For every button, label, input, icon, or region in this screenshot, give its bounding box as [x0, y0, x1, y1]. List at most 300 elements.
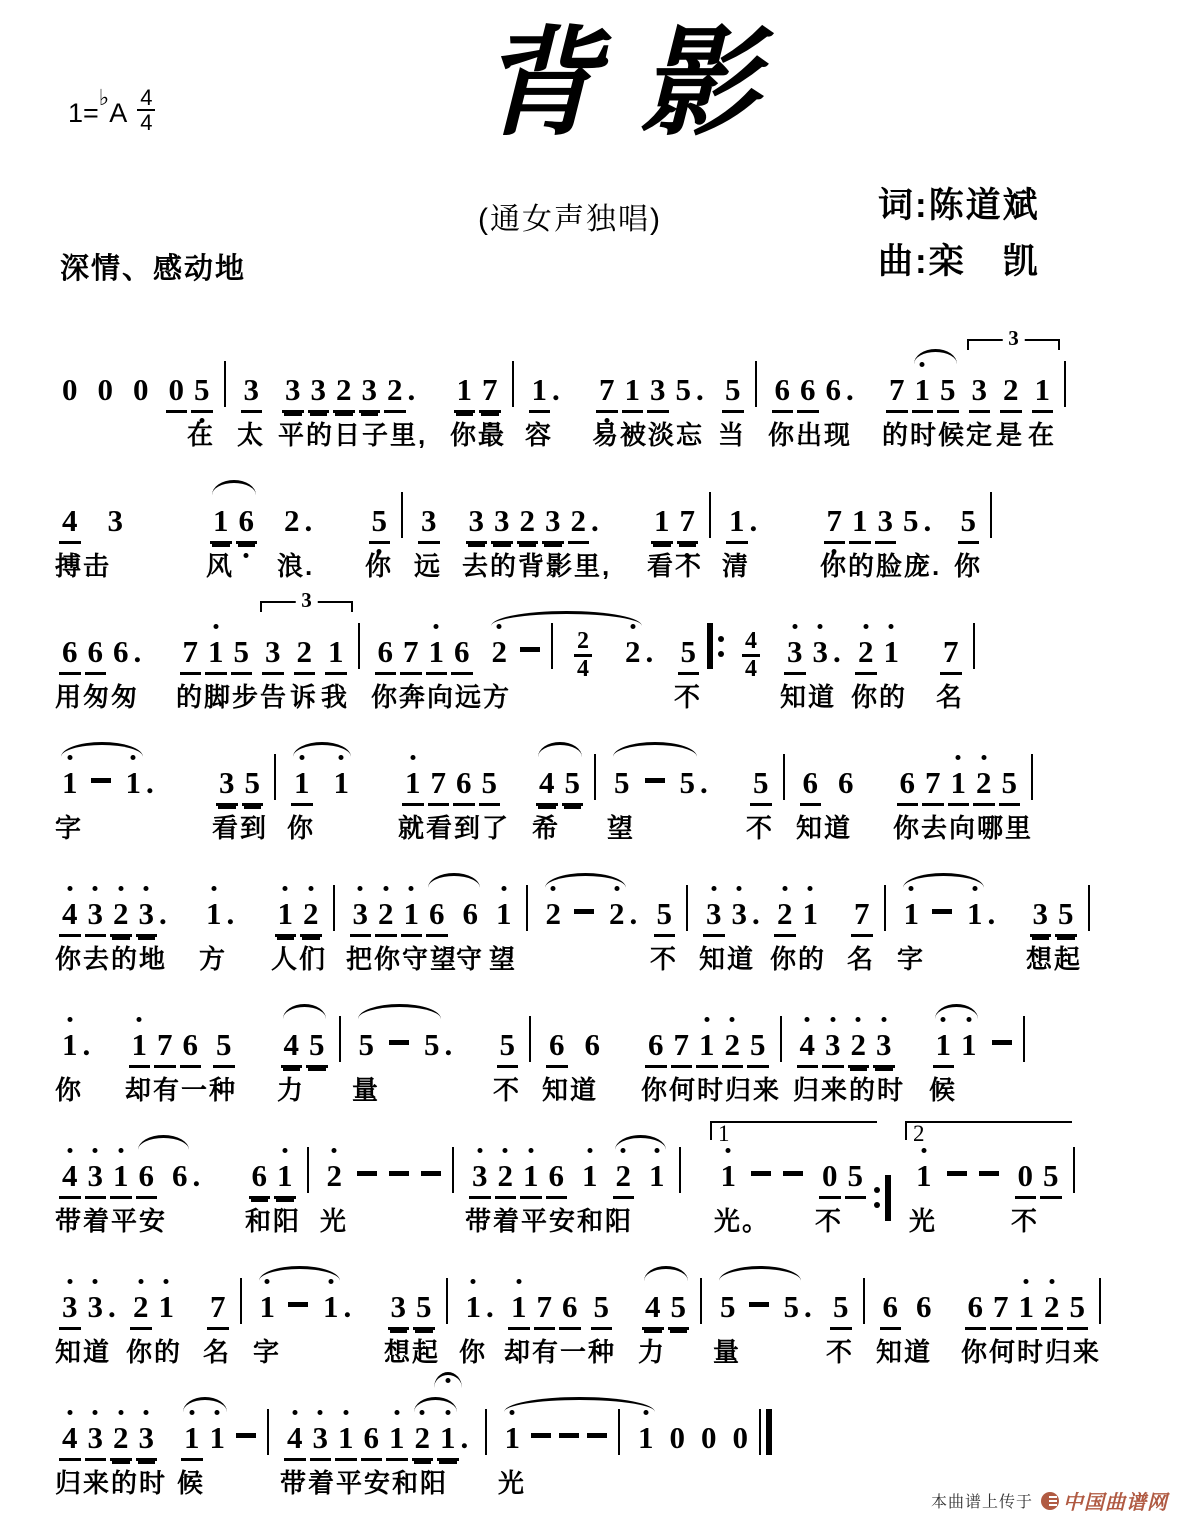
note-7: 7	[207, 1287, 229, 1330]
octave-dot-above-icon	[830, 1017, 835, 1022]
augmentation-dot: .	[629, 896, 638, 931]
note-2: 2	[606, 894, 628, 934]
note-5: 5	[1055, 894, 1077, 937]
lyric-syllable: 望	[607, 813, 636, 843]
note-5: 5	[678, 632, 700, 675]
lyric-syllable: 太	[237, 420, 266, 450]
note-1: 1	[913, 1156, 935, 1196]
lyric-syllable: 和阳	[245, 1206, 302, 1236]
augmentation-dot: .	[159, 896, 167, 931]
note-6: 6	[113, 634, 129, 669]
octave-dot-above-icon	[889, 624, 894, 629]
slur	[644, 1266, 688, 1281]
repeat-dot	[718, 651, 724, 657]
note-3: 3	[729, 894, 751, 934]
note-1: 1	[207, 1418, 229, 1458]
octave-dot-above-icon	[434, 624, 439, 629]
note-6: 6	[772, 370, 794, 413]
octave-dot-above-icon	[856, 1017, 861, 1022]
lyric-syllable: 去的背影里,	[462, 551, 612, 581]
octave-dot-above-icon	[93, 1148, 98, 1153]
note-3: 3	[241, 370, 263, 413]
note-5: 5	[306, 1025, 328, 1068]
note-3: 3	[59, 1287, 81, 1330]
note-2: 2	[384, 370, 406, 413]
note-1: 1	[331, 763, 353, 803]
slur	[914, 349, 957, 364]
octave-dot-above-icon	[93, 1410, 98, 1415]
note-2: 2	[1000, 370, 1022, 413]
octave-dot-above-icon	[343, 1410, 348, 1415]
note-1: 1	[520, 1156, 542, 1199]
lyric-syllable: 就看到了	[398, 813, 511, 843]
note-2: 2	[855, 632, 877, 675]
augmentation-dot: .	[343, 1289, 352, 1324]
lyric-syllable: 清	[722, 551, 751, 581]
note-3: 3	[107, 503, 123, 538]
slur	[491, 611, 642, 626]
note-1: 1	[203, 894, 225, 934]
lyric-syllable: 你的脸庞.	[820, 551, 942, 581]
lyric-syllable: 远	[414, 551, 443, 581]
lyric-syllable: 风	[206, 551, 235, 581]
slur	[61, 742, 143, 757]
lyrics-row	[55, 407, 1165, 456]
lyric-syllable: 字	[253, 1337, 282, 1367]
note-4: 4	[59, 894, 81, 937]
note-5: 5	[231, 632, 253, 675]
note-5: 5	[1040, 1156, 1062, 1199]
volta-bracket	[710, 1121, 877, 1146]
note-1: 1	[426, 632, 448, 675]
note-1: 1	[110, 1156, 132, 1199]
note-6: 6	[462, 896, 478, 931]
lyric-syllable: 你	[954, 551, 983, 581]
note-2: 2	[294, 632, 316, 675]
augmentation-dot: .	[591, 503, 599, 538]
site-logo-icon	[1041, 1492, 1059, 1510]
note-1: 1	[463, 1287, 485, 1327]
time-sig-denominator: 4	[577, 656, 589, 682]
lyric-syllable: 归来的时	[55, 1468, 168, 1498]
augmentation-dot: .	[749, 503, 758, 538]
lyric-syllable: 知道	[780, 682, 837, 712]
slur	[615, 1135, 666, 1150]
lyric-syllable: 你	[459, 1337, 488, 1367]
bar-line	[618, 1409, 620, 1455]
augmentation-dot: .	[923, 503, 932, 538]
note-2: 2	[333, 370, 355, 413]
note-7: 7	[990, 1287, 1012, 1330]
bar-line	[452, 1147, 454, 1193]
lyric-syllable: 知道	[796, 813, 853, 843]
final-barline	[759, 1409, 772, 1455]
note-3: 3	[308, 370, 330, 413]
lyric-syllable: 不	[746, 813, 775, 843]
flat-sign: ♭	[98, 84, 110, 110]
notation-row	[55, 456, 1165, 538]
octave-dot-above-icon	[118, 1148, 123, 1153]
octave-dot-above-icon	[292, 1410, 297, 1415]
octave-dot-above-icon	[471, 1279, 476, 1284]
volta-number: 2	[913, 1121, 925, 1146]
notation-row	[55, 1111, 1165, 1193]
note-1: 1	[156, 1287, 178, 1327]
augmentation-dot: .	[752, 896, 760, 931]
note-1: 1	[958, 1025, 980, 1065]
note-6: 6	[797, 370, 819, 413]
rest-0: 0	[166, 370, 188, 413]
note-5: 5	[845, 1156, 867, 1199]
octave-dot-above-icon	[792, 624, 797, 629]
lyric-syllable: 的脚步告	[176, 682, 289, 712]
note-1: 1	[1032, 370, 1054, 413]
note-5: 5	[903, 503, 919, 538]
tuplet-number: 3	[1002, 327, 1025, 349]
note-5: 5	[958, 501, 980, 544]
duration-dash	[645, 778, 665, 783]
note-6: 6	[880, 1287, 902, 1330]
meter-numerator: 4	[137, 86, 155, 111]
thick-bar	[707, 623, 713, 669]
slur	[283, 1004, 326, 1019]
octave-dot-above-icon	[383, 886, 388, 891]
note-3: 3	[647, 370, 669, 413]
lyricist-credit: 词:陈道斌	[878, 186, 1040, 225]
note-3: 3	[388, 1287, 410, 1330]
lyric-syllable: 知道	[876, 1337, 933, 1367]
note-1: 1	[964, 894, 986, 934]
lyric-syllable: 你的	[851, 682, 908, 712]
note-1: 1	[335, 1418, 357, 1461]
note-6: 6	[546, 1156, 568, 1199]
note-3: 3	[822, 1025, 844, 1068]
upload-note: 本曲谱上传于	[930, 1494, 1033, 1511]
octave-dot-above-icon	[516, 1279, 521, 1284]
lyrics-row	[55, 800, 1165, 849]
note-5: 5	[614, 765, 630, 800]
lyric-syllable: 诉	[290, 682, 319, 712]
slur	[183, 1397, 227, 1412]
lyric-syllable: 量	[713, 1337, 742, 1367]
octave-dot-above-icon	[394, 1410, 399, 1415]
rest-0: 0	[819, 1156, 841, 1199]
site-name: 中国曲谱网	[1063, 1492, 1168, 1514]
score-body	[55, 325, 1165, 1504]
note-3: 3	[85, 1418, 107, 1461]
bar-line	[526, 885, 528, 931]
note-6: 6	[559, 1287, 581, 1330]
note-2: 2	[622, 632, 644, 672]
octave-dot-above-icon	[808, 886, 813, 891]
lyric-syllable: 我	[321, 682, 350, 712]
repeat-dot	[718, 636, 724, 642]
lyric-syllable: 的时候定	[882, 420, 995, 450]
note-6: 6	[897, 763, 919, 806]
lyric-syllable: 带着平安和阳	[280, 1468, 449, 1498]
augmentation-dot: .	[226, 896, 235, 931]
bar-line	[1073, 1147, 1075, 1193]
bar-line	[990, 492, 992, 538]
lyric-syllable: 当	[718, 420, 747, 450]
bar-line	[594, 754, 596, 800]
note-5: 5	[675, 372, 691, 407]
note-7: 7	[851, 894, 873, 937]
note-1: 1	[651, 501, 673, 544]
bar-line	[1088, 885, 1090, 931]
notation-row	[55, 849, 1165, 931]
slur	[358, 1004, 441, 1019]
note-6: 6	[375, 632, 397, 675]
bar-line	[863, 1278, 865, 1324]
note-5: 5	[747, 1025, 769, 1068]
lyric-syllable: 在	[1028, 420, 1057, 450]
lyric-syllable: 易被淡忘	[592, 420, 705, 450]
note-1: 1	[508, 1287, 530, 1330]
octave-dot-above-icon	[956, 755, 961, 760]
lyric-syllable: 带着平安和阳	[465, 1206, 634, 1236]
note-1: 1	[320, 1287, 342, 1327]
augmentation-dot: .	[133, 634, 142, 669]
augmentation-dot: .	[192, 1158, 201, 1193]
note-6: 6	[916, 1289, 932, 1324]
note-4: 4	[59, 1156, 81, 1199]
note-7: 7	[479, 370, 501, 413]
note-6: 6	[361, 1418, 383, 1461]
thick-bar	[766, 1409, 772, 1455]
slur	[504, 1397, 655, 1412]
note-7: 7	[534, 1287, 556, 1330]
lyric-syllable: 光	[320, 1206, 349, 1236]
lyric-syllable: 名	[203, 1337, 232, 1367]
note-1: 1	[849, 501, 871, 544]
note-5: 5	[413, 1287, 435, 1330]
bar-line	[1023, 1016, 1025, 1062]
volta-bracket	[905, 1121, 1072, 1146]
slur	[935, 1004, 978, 1019]
rest-0: 0	[669, 1420, 685, 1455]
lyric-syllable: 光。	[714, 1206, 771, 1236]
rest-0: 0	[97, 372, 113, 407]
note-3: 3	[262, 632, 284, 675]
augmentation-dot: .	[486, 1289, 494, 1324]
augmentation-dot: .	[804, 1289, 812, 1324]
octave-dot-above-icon	[1024, 1279, 1029, 1284]
lyric-syllable: 你最	[450, 420, 507, 450]
note-3: 3	[873, 1025, 895, 1068]
note-1: 1	[454, 370, 476, 413]
lyric-syllable: 看到	[212, 813, 269, 843]
note-6: 6	[584, 1027, 600, 1062]
note-6: 6	[172, 1158, 188, 1193]
note-3: 3	[85, 1156, 107, 1199]
octave-dot-above-icon	[282, 1148, 287, 1153]
bar-line	[485, 1409, 487, 1455]
time-sig-numerator: 2	[574, 629, 592, 657]
note-4: 4	[59, 501, 81, 544]
note-6: 6	[965, 1287, 987, 1330]
notation-row	[55, 718, 1165, 800]
note-5: 5	[722, 370, 744, 413]
note-2: 2	[774, 894, 796, 937]
lyric-syllable: 力	[638, 1337, 667, 1367]
note-2: 2	[973, 763, 995, 806]
lyric-syllable: 容	[525, 420, 554, 450]
voice-type-label: (通女声独唱)	[478, 203, 662, 236]
lyric-syllable: 却有一种	[504, 1337, 617, 1367]
note-4: 4	[284, 1418, 306, 1461]
augmentation-dot: .	[846, 372, 854, 407]
octave-dot-above-icon	[213, 624, 218, 629]
expression-marking: 深情、感动地	[60, 253, 247, 285]
note-1: 1	[800, 894, 822, 934]
note-2: 2	[412, 1418, 434, 1461]
note-7: 7	[180, 632, 202, 675]
slur	[293, 742, 351, 757]
note-1: 1	[205, 632, 227, 675]
note-2: 2	[110, 894, 132, 937]
note-2: 2	[543, 894, 565, 934]
slur	[903, 873, 984, 888]
octave-dot-above-icon	[93, 886, 98, 891]
duration-dash	[236, 1433, 256, 1438]
octave-dot-above-icon	[881, 1017, 886, 1022]
note-2: 2	[848, 1025, 870, 1068]
note-1: 1	[123, 763, 145, 803]
octave-dot-above-icon	[137, 1017, 142, 1022]
augmentation-dot: .	[987, 896, 996, 931]
lyric-syllable: 你的	[770, 944, 827, 974]
octave-dot-above-icon	[1049, 1279, 1054, 1284]
note-5: 5	[369, 501, 391, 544]
octave-dot-above-icon	[67, 1410, 72, 1415]
note-3: 3	[418, 501, 440, 544]
note-1: 1	[493, 894, 515, 934]
note-3: 3	[469, 1156, 491, 1199]
note-1: 1	[210, 501, 232, 544]
octave-dot-above-icon	[93, 1279, 98, 1284]
lyric-syllable: 用匆匆	[55, 682, 140, 712]
duration-dash	[749, 1302, 769, 1307]
augmentation-dot: .	[304, 503, 313, 538]
note-1: 1	[275, 894, 297, 937]
note-2: 2	[324, 1156, 346, 1196]
lyrics-row	[55, 538, 1165, 587]
slur	[212, 480, 256, 495]
note-2: 2	[375, 894, 397, 937]
lyric-syllable: 你	[55, 1075, 84, 1105]
note-6: 6	[825, 372, 841, 407]
bar-line	[267, 1409, 269, 1455]
octave-dot-above-icon	[283, 886, 288, 891]
tuplet-bracket	[967, 326, 1060, 350]
note-7: 7	[886, 370, 908, 413]
octave-dot-above-icon	[67, 1148, 72, 1153]
bar-line	[755, 361, 757, 407]
note-3: 3	[136, 894, 158, 937]
note-5: 5	[679, 765, 695, 800]
note-5: 5	[783, 1289, 799, 1324]
note-4: 4	[281, 1025, 303, 1068]
note-1: 1	[274, 1156, 296, 1199]
lyric-syllable: 不	[493, 1075, 522, 1105]
octave-dot-above-icon	[704, 1017, 709, 1022]
note-2: 2	[300, 894, 322, 937]
tuplet-number: 3	[295, 589, 318, 611]
note-4: 4	[536, 763, 558, 806]
note-1: 1	[325, 632, 347, 675]
lyric-syllable: 名	[936, 682, 965, 712]
augmentation-dot: .	[833, 634, 841, 669]
time-sig-denominator: 4	[745, 656, 757, 682]
octave-dot-above-icon	[144, 886, 149, 891]
note-2: 2	[110, 1418, 132, 1461]
slur	[259, 1266, 340, 1281]
lyrics-row	[55, 931, 1165, 980]
lyric-syllable: 不	[650, 944, 679, 974]
note-6: 6	[426, 894, 448, 937]
note-1: 1	[402, 763, 424, 806]
bar-line	[512, 361, 514, 407]
augmentation-dot: .	[552, 372, 560, 407]
octave-dot-above-icon	[782, 886, 787, 891]
duration-dash	[559, 1433, 579, 1438]
site-logo	[1041, 1486, 1168, 1515]
time-sig-numerator: 4	[742, 629, 760, 657]
lyric-syllable: 看不	[647, 551, 704, 581]
notation-row	[55, 1242, 1165, 1324]
bar-line	[1031, 754, 1033, 800]
bar-line	[700, 1278, 702, 1324]
note-1: 1	[257, 1287, 279, 1327]
octave-dot-above-icon	[118, 886, 123, 891]
octave-dot-above-icon	[144, 1410, 149, 1415]
bar-line	[240, 1278, 242, 1324]
note-5: 5	[358, 1027, 374, 1062]
octave-dot-above-icon	[921, 1148, 926, 1153]
note-5: 5	[720, 1289, 736, 1324]
lyrics-row	[55, 1193, 1165, 1242]
note-2: 2	[489, 632, 511, 672]
octave-dot-above-icon	[318, 1410, 323, 1415]
lyric-syllable: 方	[199, 944, 228, 974]
rest-0: 0	[701, 1420, 717, 1455]
duration-dash	[389, 1171, 409, 1176]
lyric-syllable: 你去的地	[55, 944, 168, 974]
augmentation-dot: .	[82, 1027, 91, 1062]
lyrics-row	[55, 1324, 1165, 1373]
bar-line	[679, 1147, 681, 1193]
rest-0: 0	[732, 1420, 748, 1455]
slur	[538, 742, 582, 757]
slur	[138, 1135, 189, 1150]
note-1: 1	[912, 370, 934, 413]
lyric-syllable: 是	[996, 420, 1025, 450]
octave-dot-above-icon	[477, 1148, 482, 1153]
note-5: 5	[750, 763, 772, 806]
duration-dash	[932, 909, 952, 914]
note-7: 7	[940, 632, 962, 675]
lyric-syllable: 带着平安	[55, 1206, 168, 1236]
note-1: 1	[718, 1156, 740, 1196]
note-1: 1	[129, 1025, 151, 1068]
note-5: 5	[591, 1287, 613, 1330]
composer-credit: 曲:栾 凯	[878, 242, 1040, 281]
octave-dot-above-icon	[737, 886, 742, 891]
bar-line	[1099, 1278, 1101, 1324]
augmentation-dot: .	[460, 1420, 469, 1455]
duration-dash	[587, 1433, 607, 1438]
